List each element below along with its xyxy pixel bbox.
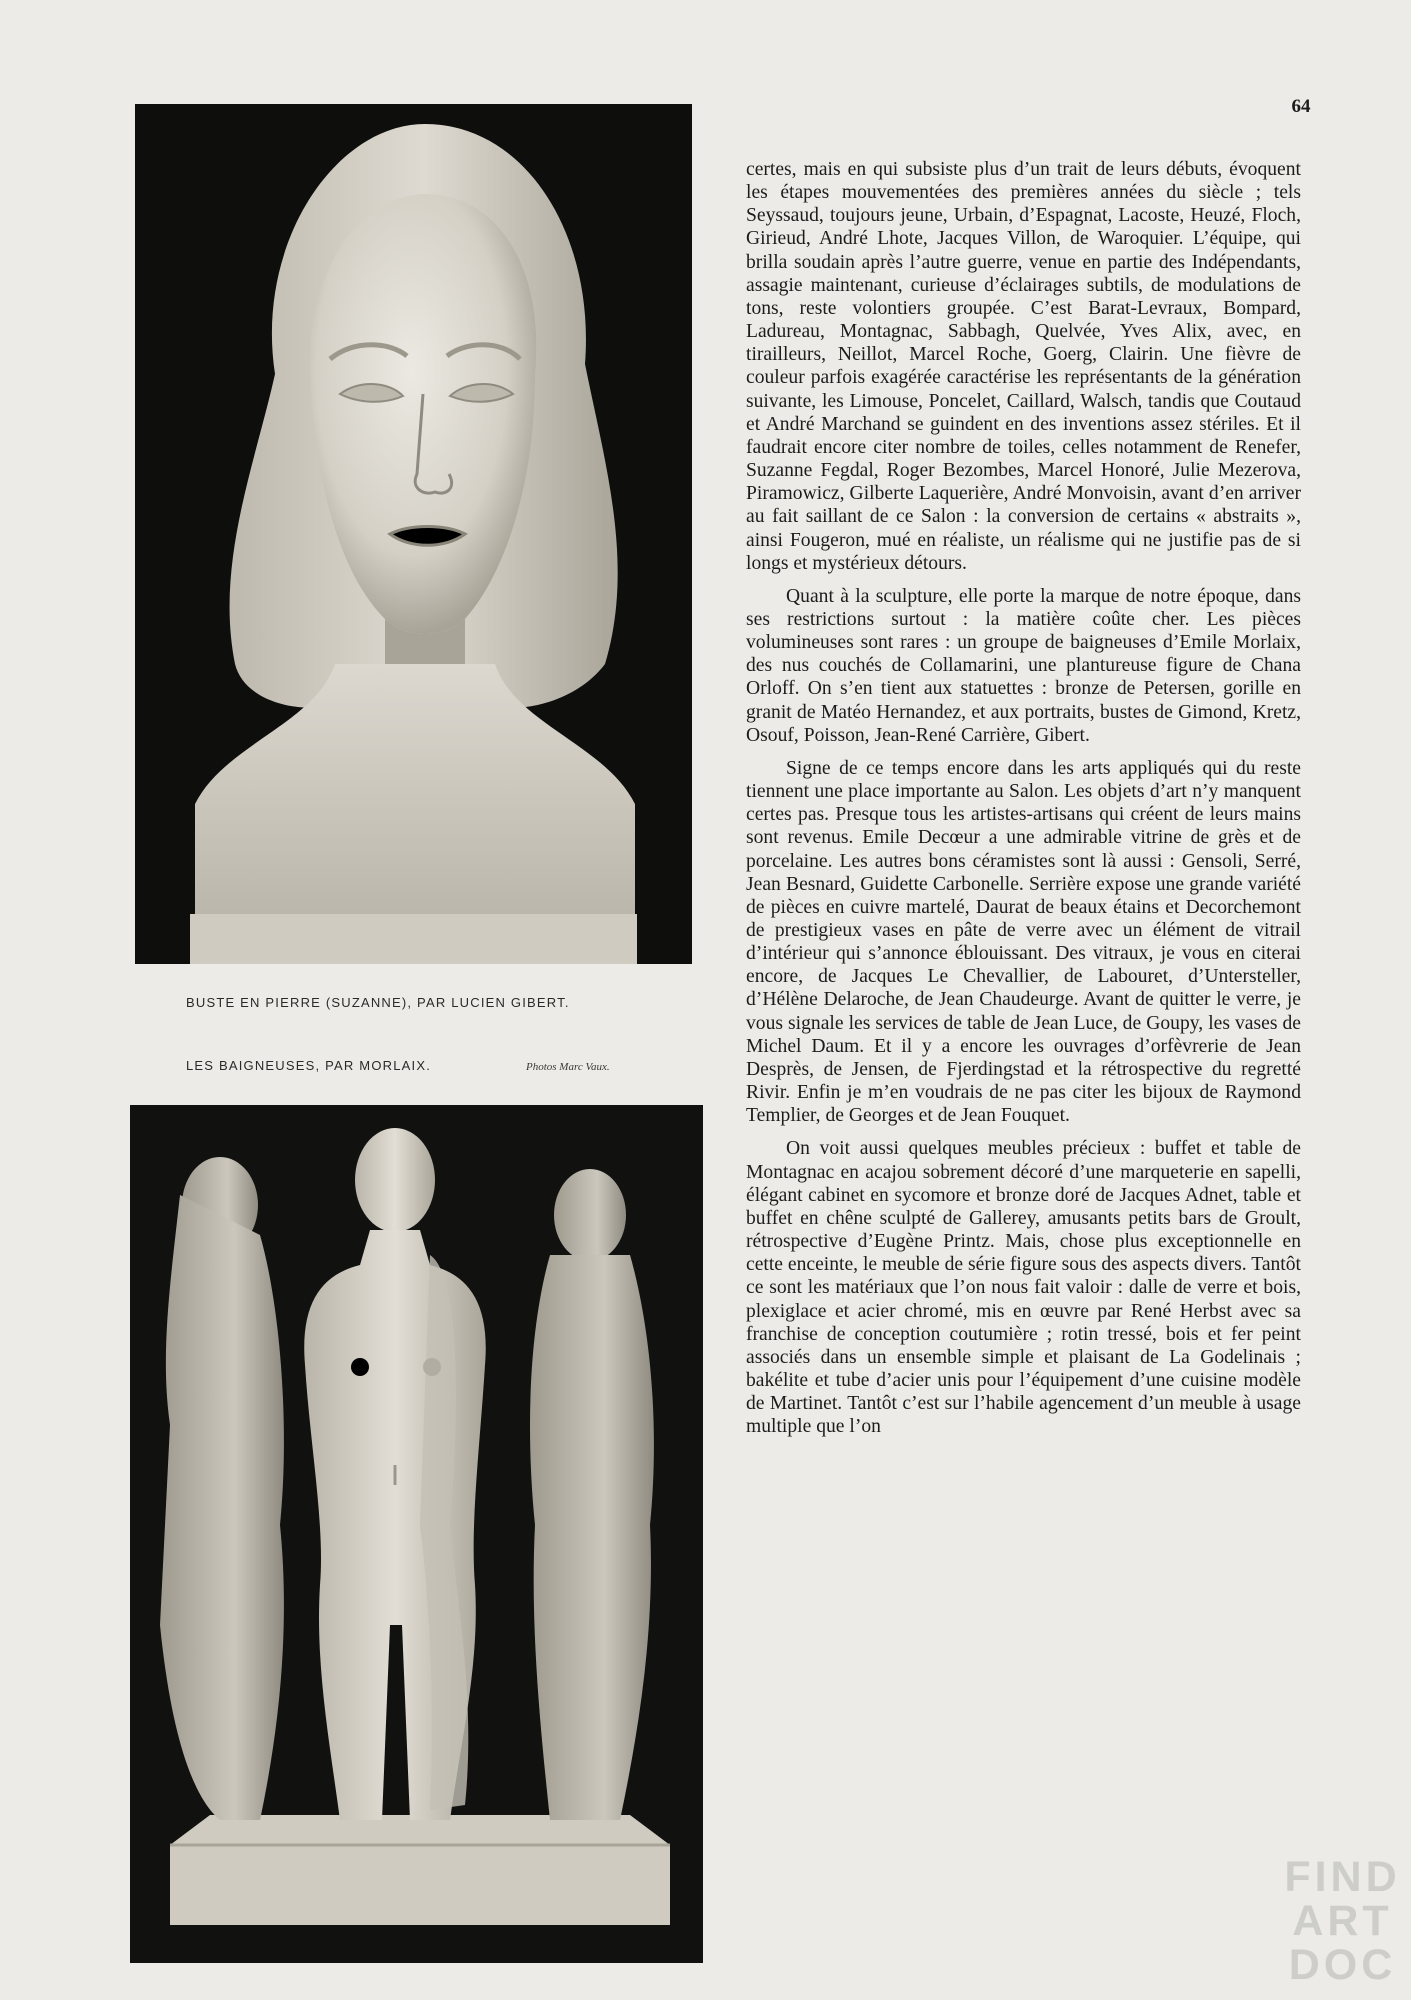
bathers-caption: LES BAIGNEUSES, PAR MORLAIX. [186, 1058, 432, 1073]
bathers-sculpture-image [130, 1105, 703, 1963]
bust-photo [135, 104, 692, 964]
paragraph-sculpture: Quant à la sculpture, elle porte la marque de notre époque, dans ses restrictions surtout : la matière coûte cher. Les pièces volumineuses sont rares : un groupe de baigneuses d’Emile Morlaix, des nus couchés de Collamarini, une plantureuse figure de Chana Orloff. On s’en tient aux statuettes : bronze de Petersen, gorille en granit de Matéo Hernandez, et aux portraits, bustes de Gimond, Kretz, Osouf, Poisson, Jean-René Carrière, Gibert. [746, 585, 1301, 746]
paragraph-painters: certes, mais en qui subsiste plus d’un trait de leurs débuts, évoquent les étapes mouvementées des premières années du siècle ; tels Seyssaud, toujours jeune, Urbain, d’Espagnat, Lacoste, Heuzé, Floch, Girieud, André Lhote, Jacques Villon, de Waroquier. L’équipe, qui brilla soudain après l’autre guerre, venue en partie des Indépendants, assagie maintenant, curieuse d’éclairages subtils, de modulations de tons, reste volontiers groupée. C’est Barat-Levraux, Bompard, Ladureau, Montagnac, Sabbagh, Quelvée, Yves Alix, avec, en tirailleurs, Neillot, Marcel Roche, Goerg, Clairin. Une fièvre de couleur parfois exagérée caractérise les représentants de la génération suivante, les Limouse, Poncelet, Caillard, Walsch, tandis que Coutaud et André Marchand se guindent en des inventions assez stériles. Et il faudrait encore citer nombre de toiles, celles notamment de Renefer, Suzanne Fegdal, Roger Bezombes, Marcel Honoré, Julie Mezerova, Piramowicz, Gilberte Laquerière, André Monvoisin, avant d’en arriver au fait saillant de ce Salon : la conversion de certains « abstraits », ainsi Fougeron, mué en réaliste, un réalisme qui ne justifie pas de si longs et mystérieux détours. [746, 159, 1301, 574]
watermark-line: FIND [1284, 1853, 1401, 1901]
bathers-photo [130, 1105, 703, 1963]
page-number: 64 [1291, 96, 1311, 117]
watermark-line: DOC [1288, 1941, 1397, 1989]
paragraph-furniture: On voit aussi quelques meubles précieux : buffet et table de Montagnac en acajou sobrement décoré d’une marqueterie en sapelli, élégant cabinet en sycomore et bronze doré de Jacques Adnet, table et buffet en chêne sculpté de Gallerey, amusants petits bars de Groult, rétrospective d’Eugène Printz. Mais, chose plus exceptionnelle en cette enceinte, le meuble de série figure sous des aspects divers. Tantôt ce sont les matériaux que l’on nous fait valoir : dalle de verre et bois, plexiglace et acier chromé, mis en œuvre par René Herbst avec sa franchise de conception coutumière ; rotin tressé, bois et fer peint associés dans un ensemble simple et plaisant de La Godelinais ; bakélite et tube d’acier unis pour l’équipement d’une cuisine modèle de Martinet. Tantôt c’est sur l’habile agencement d’un meuble à usage multiple que l’on [746, 1138, 1301, 1438]
watermark-logo [1280, 1855, 1405, 1987]
bust-caption: BUSTE EN PIERRE (SUZANNE), PAR LUCIEN GIBERT. [186, 995, 570, 1010]
article-text [746, 158, 1301, 1438]
watermark-line: ART [1292, 1897, 1393, 1945]
photo-credit: Photos Marc Vaux. [526, 1061, 610, 1073]
paragraph-applied-arts: Signe de ce temps encore dans les arts appliqués qui du reste tiennent une place importante au Salon. Les objets d’art n’y manquent certes pas. Presque tous les artistes-artisans qui créent de leurs mains sont revenus. Emile Decœur a une admirable vitrine de grès et de porcelaine. Les autres bons céramistes sont là aussi : Gensoli, Serré, Jean Besnard, Guidette Carbonelle. Serrière expose une grande variété de pièces en cuivre martelé, Daurat de beaux étains et Decorchemont de prestigieux vases en pâte de verre avec un élément de vitrail d’intérieur qui s’annonce éblouissant. Des vitraux, je vous en citerai encore, de Jacques Le Chevallier, de Labouret, d’Untersteller, d’Hélène Delaroche, de Jean Chaudeurge. Avant de quitter le verre, je vous signale les services de table de Jean Luce, de Goupy, les vases de Michel Daum. Et il y a encore les ouvrages d’orfèvrerie de Jean Desprès, de Jensen, de Fjerdingstad et la rétrospective du regretté Rivir. Enfin je m’en voudrais de ne pas citer les bijoux de Raymond Templier, de Georges et de Jean Fouquet. [746, 757, 1301, 1127]
bust-sculpture-image [135, 104, 692, 964]
